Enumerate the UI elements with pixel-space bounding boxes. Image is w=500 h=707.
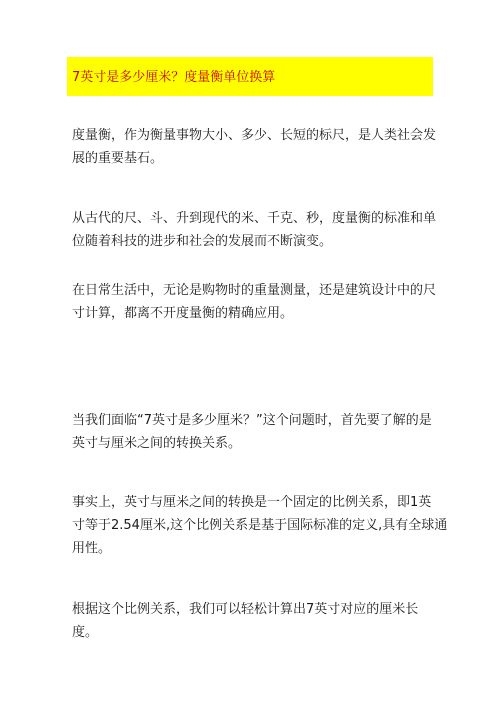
paragraph-line: 寸等于2.54厘米,这个比例关系是基于国际标准的定义,具有全球通 [72, 518, 448, 533]
paragraph-line: 从古代的尺、斗、升到现代的米、千克、秒，度量衡的标准和单 [72, 211, 437, 226]
title-highlight [67, 57, 433, 96]
paragraph-line: 在日常生活中，无论是购物时的重量测量，还是建筑设计中的尺 [72, 283, 437, 298]
paragraph-line: 寸计算，都离不开度量衡的精确应用。 [72, 306, 294, 321]
paragraph-line: 位随着科技的进步和社会的发展而不断演变。 [72, 234, 333, 249]
paragraph-1 [72, 124, 437, 170]
paragraph-line: 英寸与厘米之间的转换关系。 [72, 436, 242, 451]
paragraph-2 [72, 207, 437, 253]
paragraph-4 [72, 409, 437, 455]
paragraph-line: 展的重要基石。 [72, 151, 164, 166]
paragraph-6 [72, 598, 437, 644]
document-title: 7英寸是多少厘米？度量衡单位换算 [72, 70, 276, 85]
paragraph-5 [72, 491, 448, 560]
paragraph-line: 度。 [72, 625, 99, 640]
paragraph-line: 事实上，英寸与厘米之间的转换是一个固定的比例关系，即1英 [72, 495, 432, 510]
paragraph-3 [72, 279, 437, 325]
paragraph-line: 用性。 [72, 541, 112, 556]
paragraph-line: 当我们面临“7英寸是多少厘米？”这个问题时，首先要了解的是 [72, 413, 432, 428]
paragraph-line: 根据这个比例关系，我们可以轻松计算出7英寸对应的厘米长 [72, 602, 419, 617]
paragraph-line: 度量衡，作为衡量事物大小、多少、长短的标尺，是人类社会发 [72, 128, 437, 143]
